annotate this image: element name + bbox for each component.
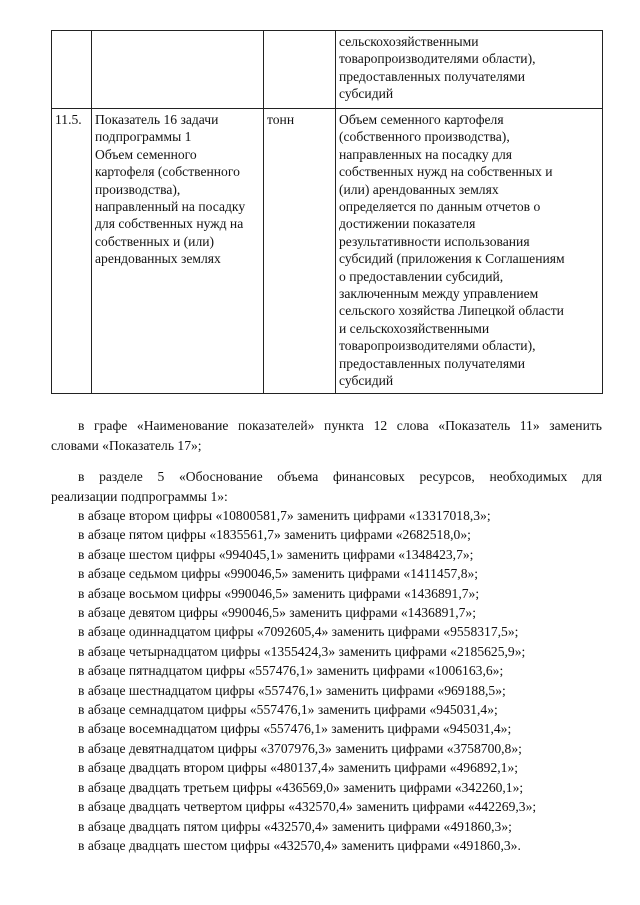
- table-row: [52, 31, 603, 109]
- unit-cell: [264, 31, 336, 109]
- list-item: в абзаце двадцать втором цифры «480137,4» заменить цифрами «496892,1»;: [78, 760, 519, 776]
- cell-line: Объем семенного: [95, 146, 197, 162]
- cell-line: предоставленных получателями: [339, 68, 525, 84]
- cell-line: и сельскохозяйственными: [339, 320, 490, 336]
- row-number-cell: [52, 31, 92, 109]
- list-item: в абзаце шестом цифры «994045,1» заменить цифрами «1348423,7»;: [78, 546, 474, 562]
- list-item: в абзаце втором цифры «10800581,7» заменить цифрами «13317018,3»;: [78, 508, 491, 523]
- list-item: в абзаце двадцать шестом цифры «432570,4» заменить цифрами «491860,3».: [78, 837, 521, 853]
- cell-line: собственных нужд на собственных и: [339, 164, 553, 180]
- cell-line: Показатель 16 задачи: [95, 112, 219, 127]
- list-item: в абзаце шестнадцатом цифры «557476,1» заменить цифрами «969188,5»;: [78, 682, 506, 698]
- cell-line: направленных на посадку для: [339, 146, 512, 162]
- list-item: в абзаце девятнадцатом цифры «3707976,3» заменить цифрами «3758700,8»;: [78, 740, 522, 756]
- cell-line: определяется по данным отчетов о: [339, 199, 541, 215]
- list-item: в абзаце семнадцатом цифры «557476,1» заменить цифрами «945031,4»;: [78, 702, 498, 718]
- indicator-table-body: [52, 31, 603, 394]
- indicator-table: [51, 30, 603, 394]
- cell-line: субсидий: [339, 373, 394, 389]
- paragraph-line: в разделе 5 «Обоснование объема финансовых ресурсов, необходимых для: [78, 469, 602, 484]
- list-item: в абзаце пятом цифры «1835561,7» заменить цифрами «2682518,0»;: [78, 527, 471, 543]
- cell-line: о предоставлении субсидий,: [339, 268, 504, 284]
- cell-line: результативности использования: [339, 233, 530, 249]
- unit-cell: тонн: [264, 109, 336, 394]
- cell-line: (собственного производства),: [339, 129, 510, 145]
- list-item: в абзаце восьмом цифры «990046,5» заменить цифрами «1436891,7»;: [78, 585, 480, 601]
- cell-line: собственных и (или): [95, 233, 215, 249]
- cell-line: арендованных землях: [95, 251, 221, 267]
- cell-line: (или) арендованных землях: [339, 181, 499, 197]
- cell-line: предоставленных получателями: [339, 355, 525, 371]
- indicator-description-cell: [336, 109, 603, 394]
- cell-line: сельского хозяйства Липецкой области: [339, 303, 564, 319]
- list-item: в абзаце двадцать пятом цифры «432570,4» заменить цифрами «491860,3»;: [78, 818, 512, 834]
- cell-line: для собственных нужд на: [95, 216, 244, 232]
- list-item: в абзаце одиннадцатом цифры «7092605,4» заменить цифрами «9558317,5»;: [78, 624, 519, 640]
- cell-line: субсидий (приложения к Соглашениям: [339, 251, 565, 267]
- list-item: в абзаце седьмом цифры «990046,5» заменить цифрами «1411457,8»;: [78, 566, 479, 582]
- table-row: [52, 109, 603, 394]
- paragraph-section-5: [51, 467, 602, 506]
- cell-line: товаропроизводителями области),: [339, 338, 536, 354]
- list-item: в абзаце четырнадцатом цифры «1355424,3» заменить цифрами «2185625,9»;: [78, 643, 526, 659]
- list-item: в абзаце девятом цифры «990046,5» заменить цифрами «1436891,7»;: [78, 605, 477, 621]
- amendment-list: [78, 506, 536, 855]
- cell-line: подпрограммы 1: [95, 129, 192, 145]
- list-item: в абзаце двадцать третьем цифры «436569,0» заменить цифрами «342260,1»;: [78, 779, 524, 795]
- list-item: в абзаце пятнадцатом цифры «557476,1» заменить цифрами «1006163,6»;: [78, 663, 504, 679]
- indicator-name-cell: [92, 109, 264, 394]
- cell-line: направленный на посадку: [95, 199, 246, 215]
- paragraph-line: словами «Показатель 17»;: [51, 437, 202, 453]
- cell-line: товаропроизводителями области),: [339, 51, 536, 67]
- cell-line: картофеля (собственного: [95, 164, 240, 180]
- paragraph-indicator-name-change: [51, 416, 602, 455]
- list-item: в абзаце двадцать четвертом цифры «432570,4» заменить цифрами «442269,3»;: [78, 799, 537, 815]
- cell-line: сельскохозяйственными: [339, 34, 479, 49]
- cell-line: заключенным между управлением: [339, 286, 539, 302]
- cell-line: Объем семенного картофеля: [339, 112, 504, 127]
- paragraph-line: реализации подпрограммы 1»:: [51, 488, 228, 504]
- list-item: в абзаце восемнадцатом цифры «557476,1» заменить цифрами «945031,4»;: [78, 721, 512, 737]
- cell-line: достижении показателя: [339, 216, 476, 232]
- paragraph-line: в графе «Наименование показателей» пункта 12 слова «Показатель 11» заменить: [78, 418, 602, 433]
- row-number-cell: 11.5.: [52, 109, 92, 394]
- indicator-name-cell: [92, 31, 264, 109]
- indicator-description-cell: [336, 31, 603, 109]
- cell-line: субсидий: [339, 86, 394, 102]
- cell-line: производства),: [95, 181, 181, 197]
